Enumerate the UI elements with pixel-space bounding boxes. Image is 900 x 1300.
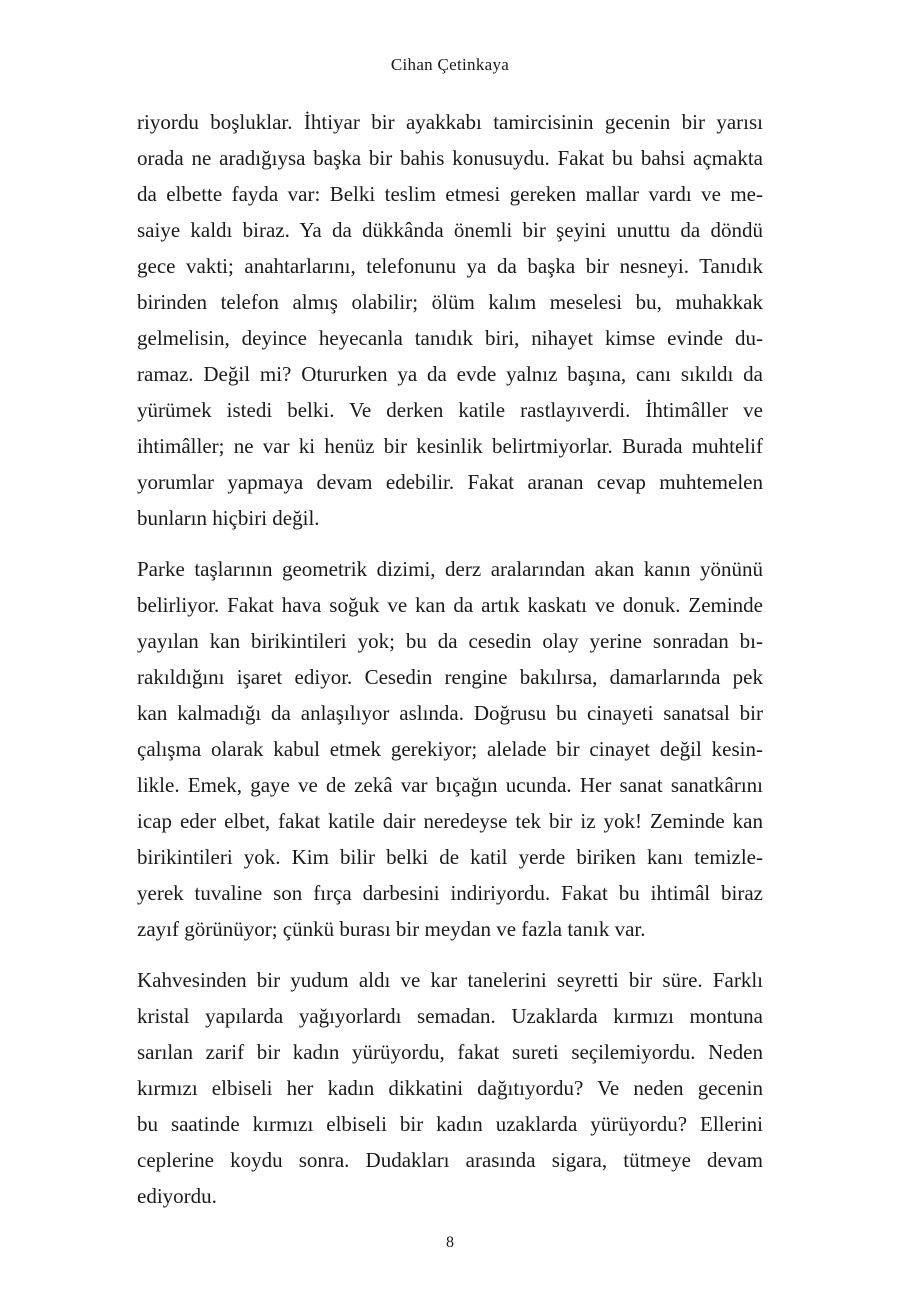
text-line: kan kalmadığı da anlaşılıyor aslında. Doğrusu bu cinayeti sanatsal bir	[137, 701, 763, 725]
text-line: yorumlar yapmaya devam edebilir. Fakat aranan cevap muhtemelen	[137, 470, 763, 494]
text-line: ediyordu.	[137, 1184, 217, 1208]
text-line: ceplerine koydu sonra. Dudakları arasında sigara, tütmeye devam	[137, 1148, 763, 1172]
text-line: gelmelisin, deyince heyecanla tanıdık biri, nihayet kimse evinde du-	[137, 326, 763, 350]
paragraph-2	[137, 551, 763, 947]
text-line: icap eder elbet, fakat katile dair neredeyse tek bir iz yok! Zeminde kan	[137, 809, 763, 833]
text-line: birinden telefon almış olabilir; ölüm kalım meselesi bu, muhakkak	[137, 290, 763, 314]
text-line: zayıf görünüyor; çünkü burası bir meydan ve fazla tanık var.	[137, 917, 646, 941]
text-line: yerek tuvaline son fırça darbesini indiriyordu. Fakat bu ihtimâl biraz	[137, 881, 763, 905]
text-line: belirliyor. Fakat hava soğuk ve kan da artık kaskatı ve donuk. Zeminde	[137, 593, 763, 617]
running-head-author: Cihan Çetinkaya	[390, 55, 510, 74]
page-number: 8	[446, 1234, 454, 1251]
text-line: Parke taşlarının geometrik dizimi, derz aralarından akan kanın yönünü	[137, 557, 763, 581]
text-line: riyordu boşluklar. İhtiyar bir ayakkabı tamircisinin gecenin bir yarısı	[137, 110, 763, 134]
text-line: likle. Emek, gaye ve de zekâ var bıçağın ucunda. Her sanat sanatkârını	[137, 773, 763, 797]
body-text	[137, 104, 763, 1229]
text-line: çalışma olarak kabul etmek gerekiyor; alelade bir cinayet değil kesin-	[137, 737, 763, 761]
text-line: saiye kaldı biraz. Ya da dükkânda önemli bir şeyini unuttu da döndü	[137, 218, 763, 242]
text-line: kırmızı elbiseli her kadın dikkatini dağıtıyordu? Ve neden gecenin	[137, 1076, 763, 1100]
text-line: bunların hiçbiri değil.	[137, 506, 320, 530]
text-line: orada ne aradığıysa başka bir bahis konusuydu. Fakat bu bahsi açmakta	[137, 146, 763, 170]
text-line: ihtimâller; ne var ki henüz bir kesinlik belirtmiyorlar. Burada muhtelif	[137, 434, 763, 458]
text-line: kristal yapılarda yağıyorlardı semadan. Uzaklarda kırmızı montuna	[137, 1004, 763, 1028]
text-line: Kahvesinden bir yudum aldı ve kar tanelerini seyretti bir süre. Farklı	[137, 968, 763, 992]
text-line: birikintileri yok. Kim bilir belki de katil yerde biriken kanı temizle-	[137, 845, 763, 869]
text-line: bu saatinde kırmızı elbiseli bir kadın uzaklarda yürüyordu? Ellerini	[137, 1112, 763, 1136]
text-line: gece vakti; anahtarlarını, telefonunu ya da başka bir nesneyi. Tanıdık	[137, 254, 763, 278]
text-line: yürümek istedi belki. Ve derken katile rastlayıverdi. İhtimâller ve	[137, 398, 763, 422]
text-line: da elbette fayda var: Belki teslim etmesi gereken mallar vardı ve me-	[137, 182, 763, 206]
paragraph-3	[137, 962, 763, 1214]
text-line: ramaz. Değil mi? Otururken ya da evde yalnız başına, canı sıkıldı da	[137, 362, 763, 386]
text-line: sarılan zarif bir kadın yürüyordu, fakat sureti seçilemiyordu. Neden	[137, 1040, 763, 1064]
paragraph-1	[137, 104, 763, 536]
text-line: yayılan kan birikintileri yok; bu da cesedin olay yerine sonradan bı-	[137, 629, 763, 653]
text-line: rakıldığını işaret ediyor. Cesedin rengine bakılırsa, damarlarında pek	[137, 665, 763, 689]
